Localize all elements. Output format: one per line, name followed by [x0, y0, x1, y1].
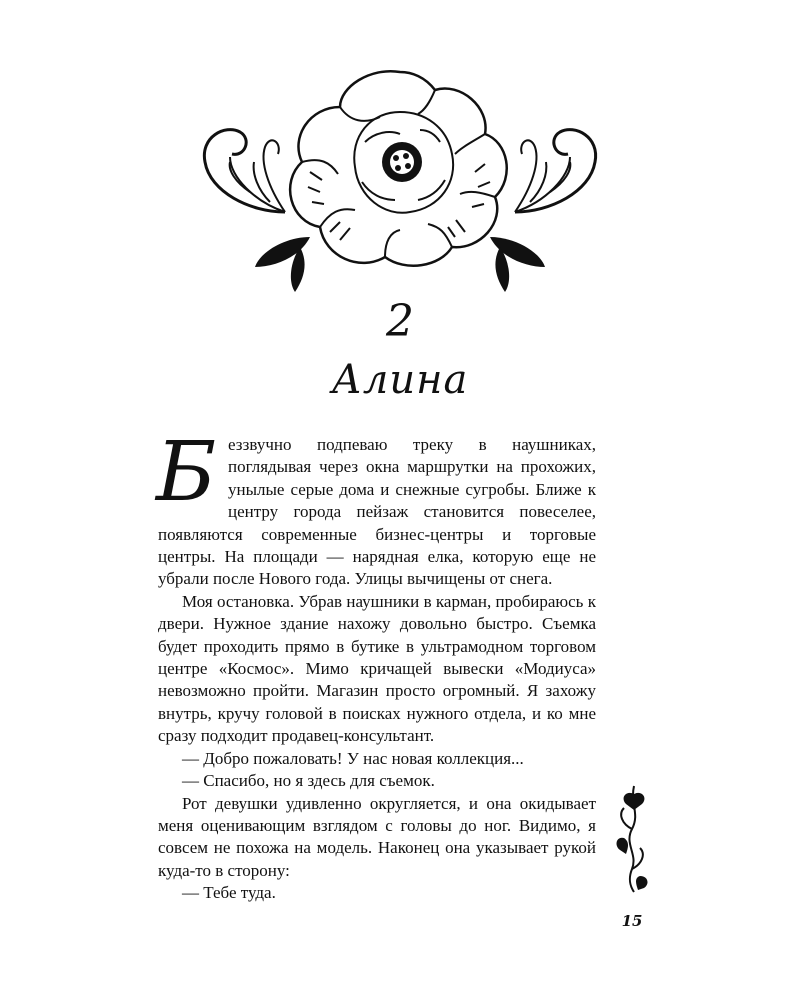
page-number: 15 — [621, 912, 643, 930]
paragraph: Моя остановка. Убрав наушники в карман, пробираюсь к двери. Нужное здание нахожу довольно быстро. Съемка будет проходить прямо в бутике в ультрамодном торговом центре «Космос». Мимо кричащей вывески «Модиуса» невозможно пройти. Магазин просто огромный. Я захожу внутрь, кручу головой в поисках нужного отдела, и ко мне сразу подходит продавец-консультант. — [158, 591, 596, 746]
paragraph — [156, 425, 596, 591]
paragraph-text: еззвучно подпеваю треку в наушниках, поглядывая через окна маршрутки на прохожих, унылые серые дома и снежные сугробы. Ближе к центру города пейзаж становится повеселее, появляются современные бизнес-центры и торговые центры. На площади — нарядная елка, которую еще не убрали после Нового года. Улицы вычищены от снега. — [158, 435, 596, 589]
rose-ornament — [190, 62, 610, 302]
vine-ornament — [612, 784, 652, 894]
paragraph: — Тебе туда. — [182, 883, 276, 903]
paragraph: — Спасибо, но я здесь для съемок. — [182, 771, 435, 791]
chapter-number: 2 — [386, 296, 414, 347]
chapter-text — [156, 425, 596, 905]
paragraph: Рот девушки удивленно округляется, и она окидывает меня оценивающим взглядом с головы до ног. Видимо, я совсем не похожа на модель. Наконец она указывает рукой куда-то в сторону: — [158, 793, 596, 880]
paragraph: — Добро пожаловать! У нас новая коллекция... — [182, 748, 524, 768]
chapter-title: Алина — [331, 357, 469, 403]
drop-cap: Б — [156, 425, 217, 520]
